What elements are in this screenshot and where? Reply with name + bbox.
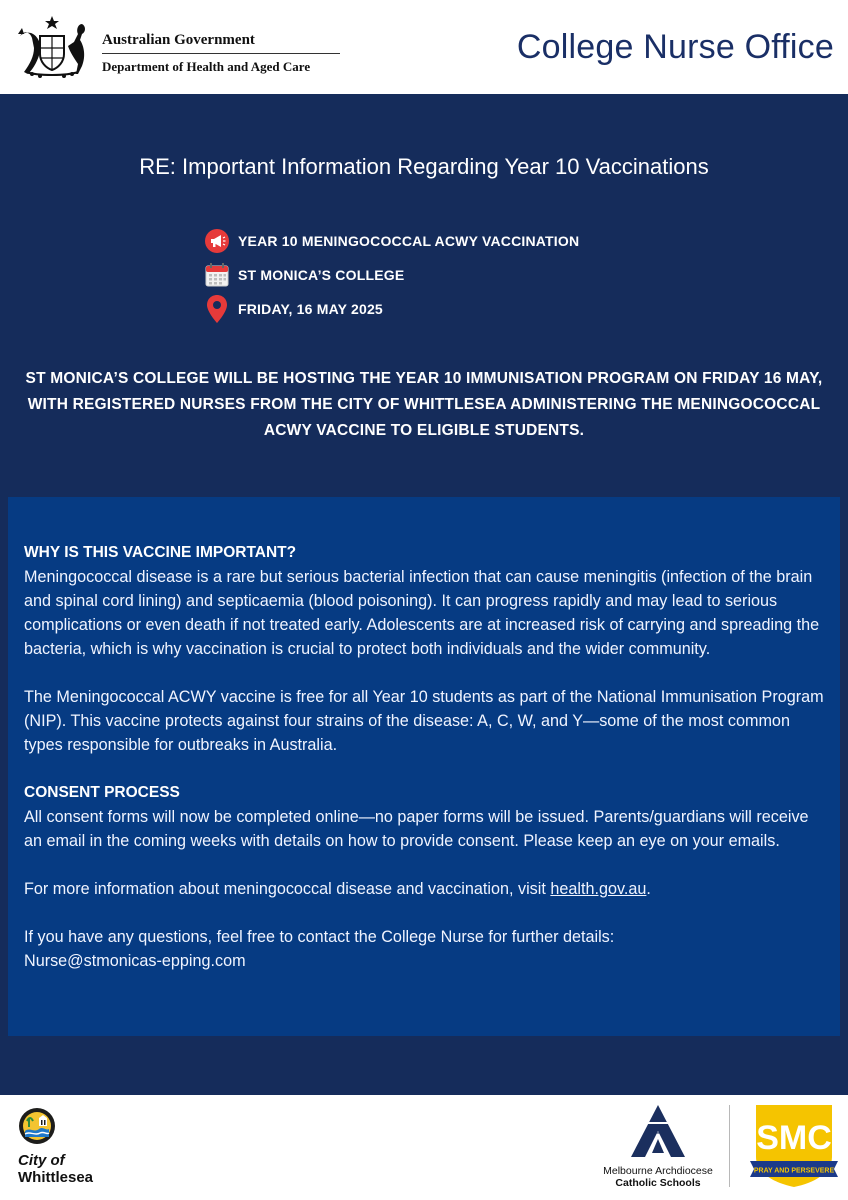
why-heading: WHY IS THIS VACCINE IMPORTANT? bbox=[24, 544, 297, 561]
smc-letters: SMC bbox=[756, 1119, 832, 1157]
consent-heading: CONSENT PROCESS bbox=[24, 784, 180, 801]
macs-logo bbox=[598, 1103, 718, 1189]
vaccine-paragraph: The Meningococcal ACWY vaccine is free for all Year 10 students as part of the National Immunisation Program (NIP). This vaccine protects against four strains of the disease: A, C, W, and Y—some of the most common types responsible for outbreaks in Australia. bbox=[24, 688, 824, 754]
questions-paragraph: If you have any questions, feel free to contact the College Nurse for further details: bbox=[24, 928, 615, 946]
footer-divider bbox=[729, 1105, 730, 1187]
footer bbox=[0, 1095, 848, 1200]
whittlesea-emblem-icon bbox=[18, 1107, 56, 1145]
nurse-email[interactable]: Nurse@stmonicas-epping.com bbox=[24, 952, 246, 970]
event-row-vaccination bbox=[204, 225, 704, 257]
header bbox=[0, 0, 848, 94]
event-location: ST MONICA’S COLLEGE bbox=[238, 267, 405, 283]
consent-paragraph: All consent forms will now be completed online—no paper forms will be issued. Parents/guardians will receive an email in the coming weeks with details on how to provide consent. Please keep an eye on your emails. bbox=[24, 808, 809, 850]
smc-motto: PRAY AND PERSEVERE bbox=[753, 1167, 835, 1175]
macs-emblem-icon bbox=[627, 1103, 689, 1159]
more-info-paragraph bbox=[24, 877, 824, 901]
event-date: FRIDAY, 16 MAY 2025 bbox=[238, 301, 383, 317]
government-wordmark bbox=[102, 32, 340, 75]
coat-of-arms-logo bbox=[12, 14, 92, 78]
event-row-location bbox=[204, 259, 704, 291]
event-row-date bbox=[204, 293, 704, 325]
announcement: ST MONICA’S COLLEGE WILL BE HOSTING THE YEAR 10 IMMUNISATION PROGRAM ON FRIDAY 16 MAY, WITH REGISTERED NURSES FROM THE CITY OF WHITTLESEA ADMINISTERING THE MENINGOCOCCAL ACWY VACCINE TO ELIGIBLE STUDENTS. bbox=[25, 370, 823, 439]
more-info-suffix: . bbox=[646, 880, 651, 898]
whittlesea-wordmark: City of Whittlesea bbox=[18, 1152, 94, 1186]
page-title: RE: Important Information Regarding Year 10 Vaccinations bbox=[139, 154, 709, 179]
info-box bbox=[8, 497, 840, 1036]
main-panel bbox=[0, 94, 848, 1095]
why-paragraph: Meningococcal disease is a rare but serious bacterial infection that can cause meningitis (infection of the brain and spinal cord lining) and septicaemia (blood poisoning). It can progress rapidly and may lead to serious complications or even death if not treated early. Adolescents are at increased risk of carrying and spreading the bacteria, which is why vaccination is crucial to protect both individuals and the wider community. bbox=[24, 568, 820, 658]
event-title: YEAR 10 MENINGOCOCCAL ACWY VACCINATION bbox=[238, 233, 580, 249]
city-of-whittlesea-logo bbox=[18, 1107, 138, 1186]
calendar-icon bbox=[204, 262, 230, 288]
department-name: Department of Health and Aged Care bbox=[102, 59, 311, 74]
government-name: Australian Government bbox=[102, 32, 340, 54]
megaphone-icon bbox=[204, 228, 230, 254]
more-info-text: For more information about meningococcal disease and vaccination, visit bbox=[24, 880, 551, 898]
event-details bbox=[204, 225, 704, 327]
health-gov-link[interactable]: health.gov.au bbox=[550, 880, 647, 898]
office-title: College Nurse Office bbox=[516, 28, 834, 66]
macs-wordmark: Melbourne Archdiocese Catholic Schools bbox=[603, 1165, 713, 1189]
smc-crest-logo bbox=[748, 1103, 840, 1189]
location-pin-icon bbox=[204, 296, 230, 322]
